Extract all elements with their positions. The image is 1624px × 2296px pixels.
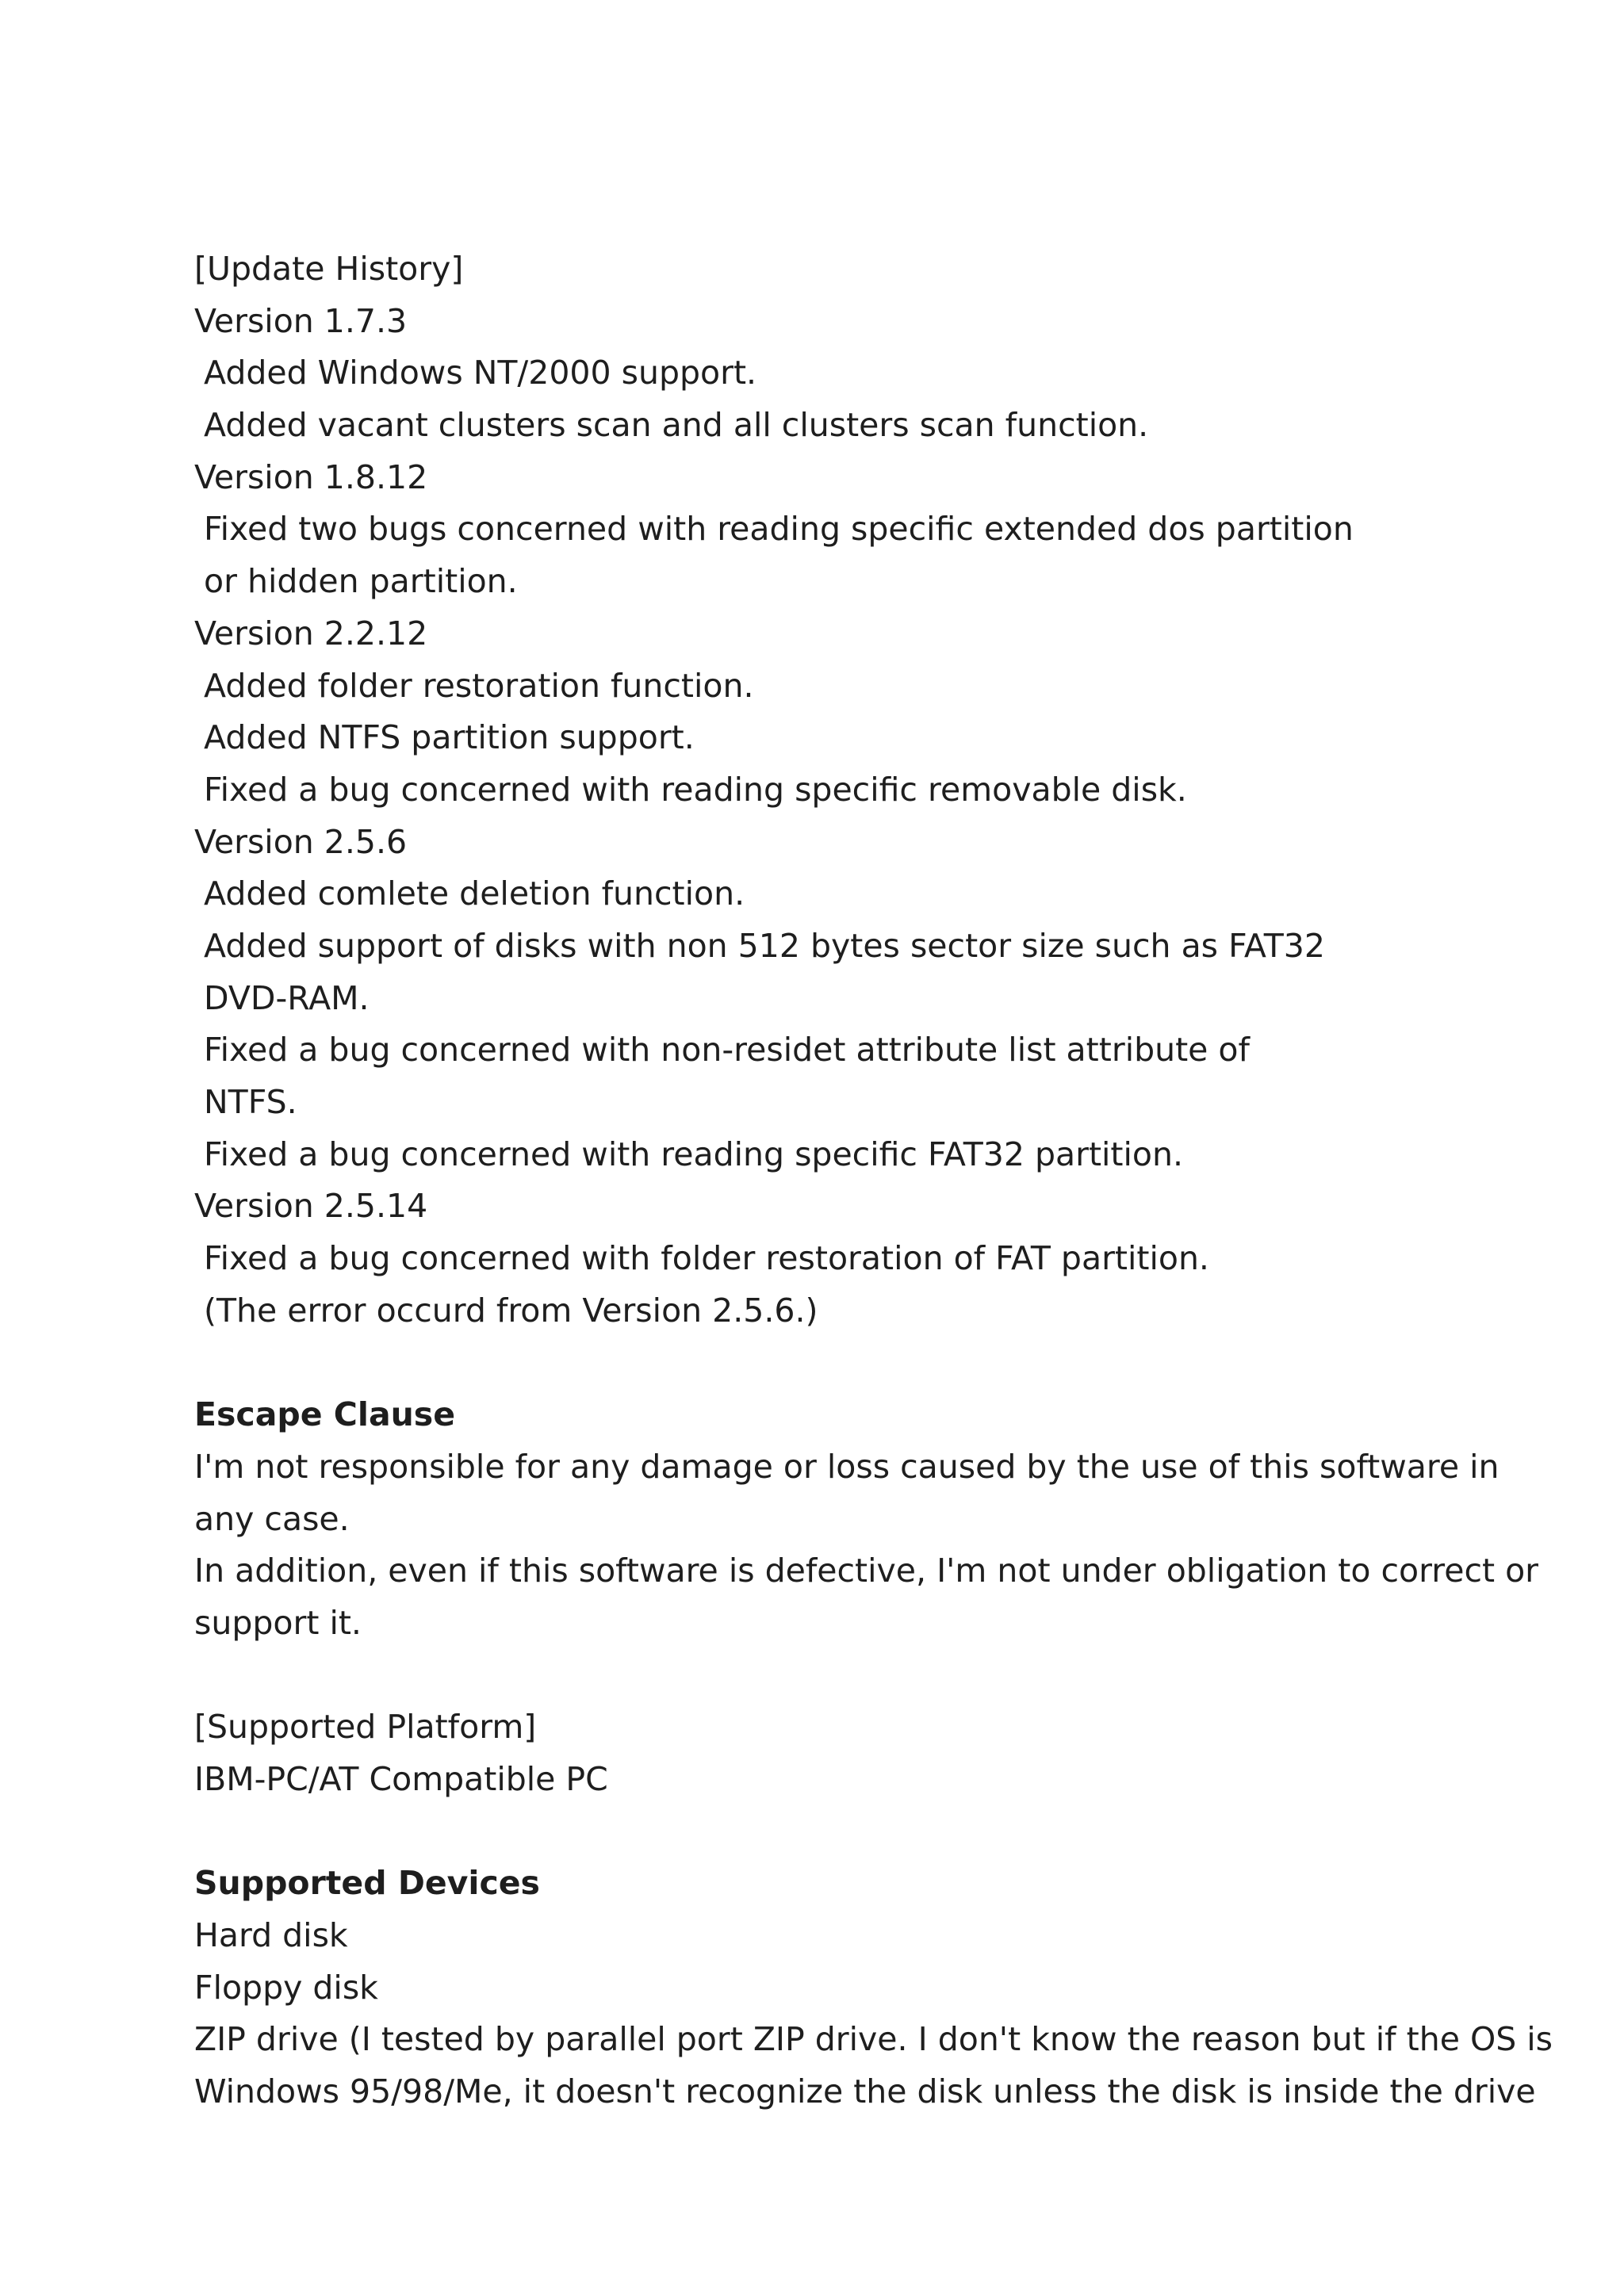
version-note: (The error occurd from Version 2.5.6.) (204, 1291, 818, 1330)
escape-clause-heading: Escape Clause (194, 1395, 456, 1434)
update-history-heading: [Update History] (194, 250, 464, 288)
version-note: Added support of disks with non 512 bytes sector size such as FAT32 (204, 926, 1325, 965)
version-label: Version 2.2.12 (194, 614, 428, 652)
version-note: Added comlete deletion function. (204, 874, 745, 913)
version-note: Added vacant clusters scan and all clusters scan function. (204, 406, 1149, 445)
version-note: Fixed a bug concerned with reading specific removable disk. (204, 770, 1187, 809)
spacer (194, 1337, 1479, 1389)
escape-clause-line: In addition, even if this software is defective, I'm not under obligation to correct or (194, 1552, 1539, 1590)
spacer (194, 1650, 1479, 1702)
supported-devices-heading: Supported Devices (194, 1864, 540, 1903)
supported-device-line: Hard disk (194, 1916, 348, 1954)
escape-clause-line: support it. (194, 1603, 362, 1642)
version-block (194, 296, 1479, 452)
version-note: Added folder restoration function. (204, 666, 754, 705)
supported-platform-line: IBM-PC/AT Compatible PC (194, 1759, 608, 1798)
version-label: Version 2.5.14 (194, 1187, 428, 1226)
version-note: DVD-RAM. (204, 978, 370, 1017)
supported-platform-heading: [Supported Platform] (194, 1708, 537, 1747)
supported-device-line: Windows 95/98/Me, it doesn't recognize the disk unless the disk is inside the drive (194, 2072, 1536, 2111)
version-note: NTFS. (204, 1083, 297, 1121)
spacer (194, 1806, 1479, 1858)
document-body (194, 243, 1553, 2118)
version-label: Version 1.7.3 (194, 301, 408, 340)
version-note: Fixed a bug concerned with non-residet attribute list attribute of (204, 1031, 1250, 1070)
version-block (194, 1181, 1479, 1337)
version-note: or hidden partition. (204, 562, 518, 601)
version-block (194, 608, 1479, 817)
version-block (194, 817, 1479, 1181)
version-note: Added Windows NT/2000 support. (204, 354, 757, 392)
version-block (194, 452, 1479, 608)
version-note: Fixed a bug concerned with reading specific FAT32 partition. (204, 1135, 1183, 1173)
version-note: Fixed two bugs concerned with reading specific extended dos partition (204, 510, 1354, 549)
version-label: Version 1.8.12 (194, 457, 428, 496)
version-note: Fixed a bug concerned with folder restoration of FAT partition. (204, 1239, 1209, 1278)
escape-clause-line: I'm not responsible for any damage or loss caused by the use of this software in (194, 1447, 1500, 1486)
version-label: Version 2.5.6 (194, 822, 408, 861)
supported-device-line: Floppy disk (194, 1968, 378, 2007)
escape-clause-line: any case. (194, 1499, 350, 1538)
version-note: Added NTFS partition support. (204, 718, 695, 757)
supported-device-line: ZIP drive (I tested by parallel port ZIP drive. I don't know the reason but if the OS is (194, 2020, 1553, 2059)
